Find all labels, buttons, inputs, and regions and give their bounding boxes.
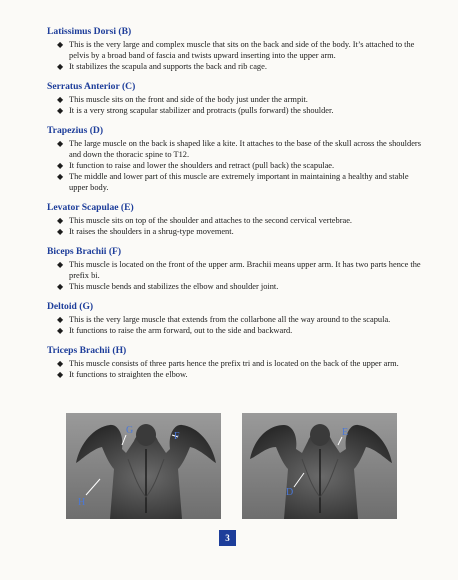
bullet-text: This muscle sits on the front and side of the body just under the armpit. [69,95,308,104]
page-number-badge: 3 [219,530,236,546]
bullet-diamond-icon: ◆ [57,359,64,368]
bullet-text: This is the very large and complex muscle that sits on the back and side of the body. It’s attached to the pelvis by a broad band of fascia and twists upward inserting into the upper arm. [69,40,415,60]
section-triceps-brachii [47,345,425,380]
page-content [47,26,425,389]
section-serratus-anterior [47,81,425,116]
bullet-diamond-icon: ◆ [57,216,64,225]
head-silhouette [310,424,330,446]
bullet-item [47,369,425,380]
bullet-diamond-icon: ◆ [57,40,64,49]
bullet-item [47,171,425,193]
section-heading: Trapezius (D) [47,125,104,136]
bullet-diamond-icon: ◆ [57,139,64,148]
bullet-list [47,94,425,116]
head-silhouette [136,424,156,446]
bullet-list [47,215,425,237]
bullet-list [47,39,425,72]
bullet-diamond-icon: ◆ [57,227,64,236]
section-heading: Biceps Brachii (F) [47,246,122,257]
bullet-item [47,105,425,116]
photo-back-flex-right [242,413,397,519]
bullet-text: This is the very large muscle that extends from the collarbone all the way around to the scapula. [69,315,391,324]
section-heading: Levator Scapulae (E) [47,202,134,213]
bullet-item [47,94,425,105]
bullet-list [47,314,425,336]
photo-label-g: G [126,425,134,436]
bullet-text: It functions to straighten the elbow. [69,370,188,379]
bullet-item [47,358,425,369]
bullet-diamond-icon: ◆ [57,315,64,324]
bullet-diamond-icon: ◆ [57,62,64,71]
back-muscle-photo-right [242,413,397,519]
bullet-list [47,358,425,380]
bullet-item [47,215,425,226]
bullet-text: It is a very strong scapular stabilizer and protracts (pulls forward) the shoulder. [69,106,334,115]
bullet-text: This muscle is located on the front of the upper arm. Brachii means upper arm. It has two parts hence the prefix bi. [69,260,421,280]
bullet-item [47,138,425,160]
photo-label-e: E [342,427,349,438]
bullet-item [47,160,425,171]
section-heading: Latissimus Dorsi (B) [47,26,132,37]
photo-label-f: F [174,431,180,442]
anatomy-photos [66,413,396,519]
bullet-text: It function to raise and lower the shoulders and retract (pull back) the scapulae. [69,161,335,170]
bullet-item [47,259,425,281]
bullet-diamond-icon: ◆ [57,282,64,291]
bullet-text: This muscle bends and stabilizes the elbow and shoulder joint. [69,282,279,291]
bullet-item [47,281,425,292]
section-levator-scapulae [47,202,425,237]
bullet-list [47,138,425,193]
section-heading: Serratus Anterior (C) [47,81,136,92]
photo-label-h: H [78,497,86,508]
bullet-text: It stabilizes the scapula and supports the back and rib cage. [69,62,267,71]
bullet-diamond-icon: ◆ [57,370,64,379]
bullet-text: It functions to raise the arm forward, out to the side and backward. [69,326,293,335]
section-biceps-brachii [47,246,425,292]
bullet-text: This muscle consists of three parts hence the prefix tri and is located on the back of the upper arm. [69,359,399,368]
back-muscle-photo-left [66,413,221,519]
bullet-item [47,39,425,61]
section-deltoid [47,301,425,336]
bullet-item [47,61,425,72]
bullet-item [47,226,425,237]
section-heading: Triceps Brachii (H) [47,345,127,356]
bullet-text: It raises the shoulders in a shrug-type movement. [69,227,234,236]
bullet-item [47,314,425,325]
bullet-text: The middle and lower part of this muscle are extremely important in maintaining a healthy and stable upper body. [69,172,409,192]
bullet-diamond-icon: ◆ [57,95,64,104]
section-heading: Deltoid (G) [47,301,94,312]
bullet-text: The large muscle on the back is shaped like a kite. It attaches to the base of the skull across the shoulders and down the thoracic spine to T12. [69,139,421,159]
bullet-diamond-icon: ◆ [57,106,64,115]
bullet-text: This muscle sits on top of the shoulder and attaches to the second cervical vertebrae. [69,216,353,225]
bullet-list [47,259,425,292]
section-latissimus-dorsi [47,26,425,72]
bullet-diamond-icon: ◆ [57,172,64,181]
bullet-diamond-icon: ◆ [57,260,64,269]
photo-back-flex-left [66,413,221,519]
bullet-diamond-icon: ◆ [57,161,64,170]
section-trapezius [47,125,425,193]
photo-label-d: D [286,487,294,498]
bullet-diamond-icon: ◆ [57,326,64,335]
bullet-item [47,325,425,336]
